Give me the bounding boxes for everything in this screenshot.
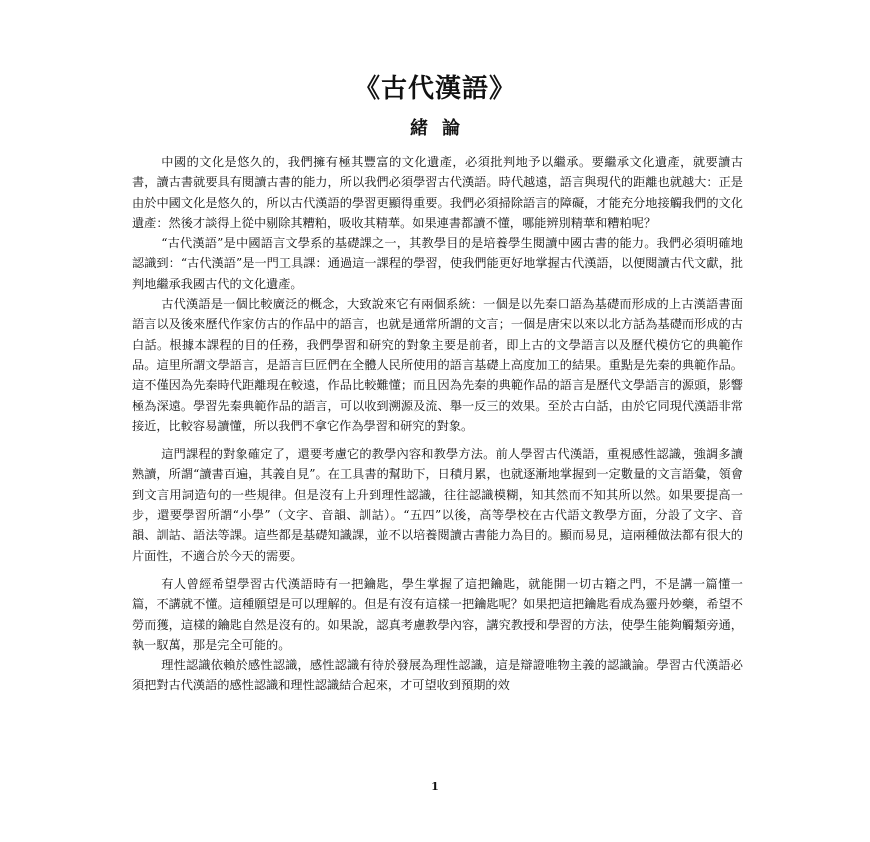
- paragraph: “古代漢語”是中國語言文學系的基礎課之一，其教學目的是培養學生閱讀中國古書的能力。我們必須明確地認識到：“古代漢語”是一門工具課：通過這一課程的學習，使我們能更好地掌握古代漢語，以便閱讀古代文獻，批判地繼承我國古代的文化遺產。: [132, 236, 743, 291]
- paragraph: 有人曾經希望學習古代漢語時有一把鑰匙，學生掌握了這把鑰匙，就能開一切古籍之門，不是講一篇懂一篇，不講就不懂。這種願望是可以理解的。但是有沒有這樣一把鑰匙呢？如果把這把鑰匙看成為靈丹妙藥，希望不勞而獲，這樣的鑰匙自然是沒有的。如果說，認真考慮教學內容，講究教授和學習的方法，使學生能夠觸類旁通，執一馭萬，那是完全可能的。: [132, 576, 743, 652]
- paragraph: 古代漢語是一個比較廣泛的概念，大致說來它有兩個系統：一個是以先秦口語為基礎而形成的上古漢語書面語言以及後來歷代作家仿古的作品中的語言，也就是通常所謂的文言；一個是唐宋以來以北方話為基礎而形成的古白話。根據本課程的目的任務，我們學習和研究的對象主要是前者，即上古的文學語言以及歷代模仿它的典範作品。這里所謂文學語言，是語言巨匠們在全體人民所使用的語言基礎上高度加工的結果。重點是先秦的典範作品。這不僅因為先秦時代距離現在較遠，作品比較難懂；而且因為先秦的典範作品的語言是歷代文學語言的源頭，影響極為深遠。學習先秦典範作品的語言，可以收到溯源及流、舉一反三的效果。至於古白話，由於它同現代漢語非常接近，比較容易讀懂，所以我們不拿它作為學習和研究的對象。: [132, 297, 743, 433]
- document-title: 《古代漢語》: [353, 74, 516, 104]
- paragraph: 理性認識依賴於感性認識，感性認識有待於發展為理性認識，這是辯證唯物主義的認識論。學習古代漢語必須把對古代漢語的感性認識和理性認識結合起來，才可望收到預期的效: [132, 658, 743, 693]
- section-heading: 緒論: [410, 118, 474, 139]
- page-number: 1: [431, 780, 439, 793]
- paragraph: 中國的文化是悠久的，我們擁有極其豐富的文化遺產，必須批判地予以繼承。要繼承文化遺產，就要讀古書，讀古書就要具有閱讀古書的能力，所以我們必須學習古代漢語。時代越遠，語言與現代的距離也就越大：正是由於中國文化是悠久的，所以古代漢語的學習更顯得重要。我們必須掃除語言的障礙，才能充分地接觸我們的文化遺產：然後才談得上從中剔除其糟粕，吸收其精華。如果連書都讀不懂，哪能辨別精華和糟粕呢？: [132, 155, 743, 230]
- paragraph: 這門課程的對象確定了，還要考慮它的教學內容和教學方法。前人學習古代漢語，重視感性認識，強調多讀熟讀，所謂“讀書百遍，其義自見”。在工具書的幫助下，日積月累，也就逐漸地掌握到一定數量的文言語彙，領會到文言用詞造句的一些規律。但是沒有上升到理性認識，往往認識模糊，知其然而不知其所以然。如果要提高一步，還要學習所謂“小學”（文字、音韻、訓詁）。“五四”以後，高等學校在古代語文教學方面，分設了文字、音韻、訓詁、語法等課。這些都是基礎知識課，並不以培養閱讀古書能力為目的。顯而易見，這兩種做法都有很大的片面性，不適合於今天的需要。: [132, 447, 743, 563]
- body-text: [132, 152, 743, 696]
